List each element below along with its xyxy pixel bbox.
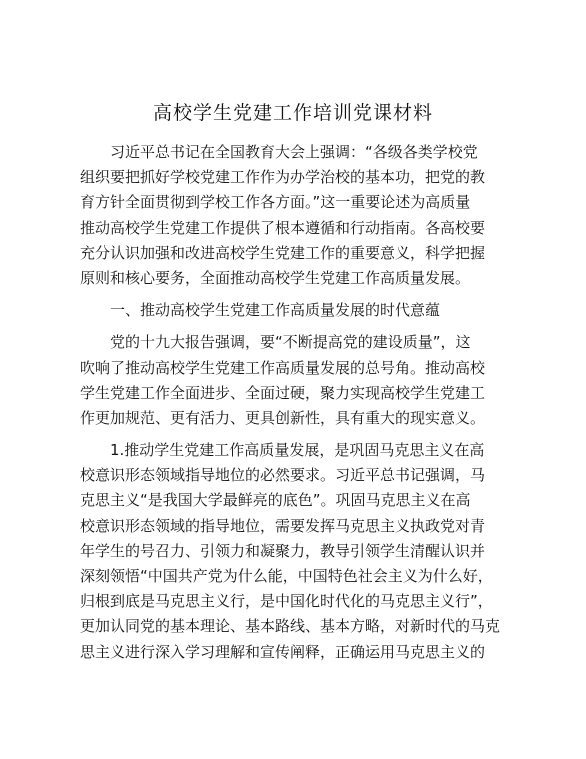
text-line: 学生党建工作全面进步、全面过硬，聚力实现高校学生党建工 <box>80 383 486 402</box>
text-line: 充分认识加强和改进高校学生党建工作的重要意义，科学把握 <box>80 243 486 262</box>
text-line: 更加认同党的基本理论、基本路线、基本方略，对新时代的马克 <box>80 617 501 636</box>
document-body <box>80 140 510 665</box>
text-line: 思主义进行深入学习理解和宣传阐释，正确运用马克思主义的 <box>80 642 486 661</box>
text-line: 深刻领悟“中国共产党为什么能，中国特色社会主义为什么好， <box>80 567 493 585</box>
paragraph-intro <box>80 140 510 291</box>
text-line: 推动高校学生党建工作提供了根本遵循和行动指南。各高校要 <box>80 218 486 237</box>
section-heading <box>80 298 510 323</box>
text-line: 校意识形态领域的指导地位，需要发挥马克思主义执政党对青 <box>80 516 486 535</box>
section-heading-text: 一、推动高校学生党建工作高质量发展的时代意蕴 <box>110 301 441 320</box>
text-line: 育方针全面贯彻到学校工作各方面。”这一重要论述为高质量 <box>80 193 471 212</box>
text-line: 原则和核心要务，全面推动高校学生党建工作高质量发展。 <box>80 268 471 287</box>
paragraph-gap <box>80 291 510 298</box>
paragraph-gap <box>80 323 510 330</box>
text-line: 校意识形态领域指导地位的必然要求。习近平总书记强调，马 <box>80 466 486 485</box>
paragraph-significance <box>80 330 510 431</box>
text-line: 归根到底是马克思主义行，是中国化时代化的马克思主义行”， <box>80 592 493 611</box>
text-line: 年学生的号召力、引领力和凝聚力，教导引领学生清醒认识并 <box>80 541 486 560</box>
text-line: 习近平总书记在全国教育大会上强调：“各级各类学校党 <box>110 143 478 161</box>
text-line: 克思主义“是我国大学最鲜亮的底色”。巩固马克思主义在高 <box>80 491 471 510</box>
text-line: 党的十九大报告强调，要“不断提高党的建设质量”，这 <box>110 333 471 352</box>
text-line: 组织要把抓好学校党建工作作为办学治校的基本功，把党的教 <box>80 168 486 187</box>
paragraph-point-1 <box>80 438 510 665</box>
text-line: 作更加规范、更有活力、更具创新性，具有重大的现实意义。 <box>80 408 486 427</box>
paragraph-gap <box>80 431 510 438</box>
text-line: 吹响了推动高校学生党建工作高质量发展的总号角。推动高校 <box>80 358 486 377</box>
document-title: 高校学生党建工作培训党课材料 <box>152 102 433 124</box>
text-line: 1.推动学生党建工作高质量发展，是巩固马克思主义在高 <box>110 441 485 460</box>
